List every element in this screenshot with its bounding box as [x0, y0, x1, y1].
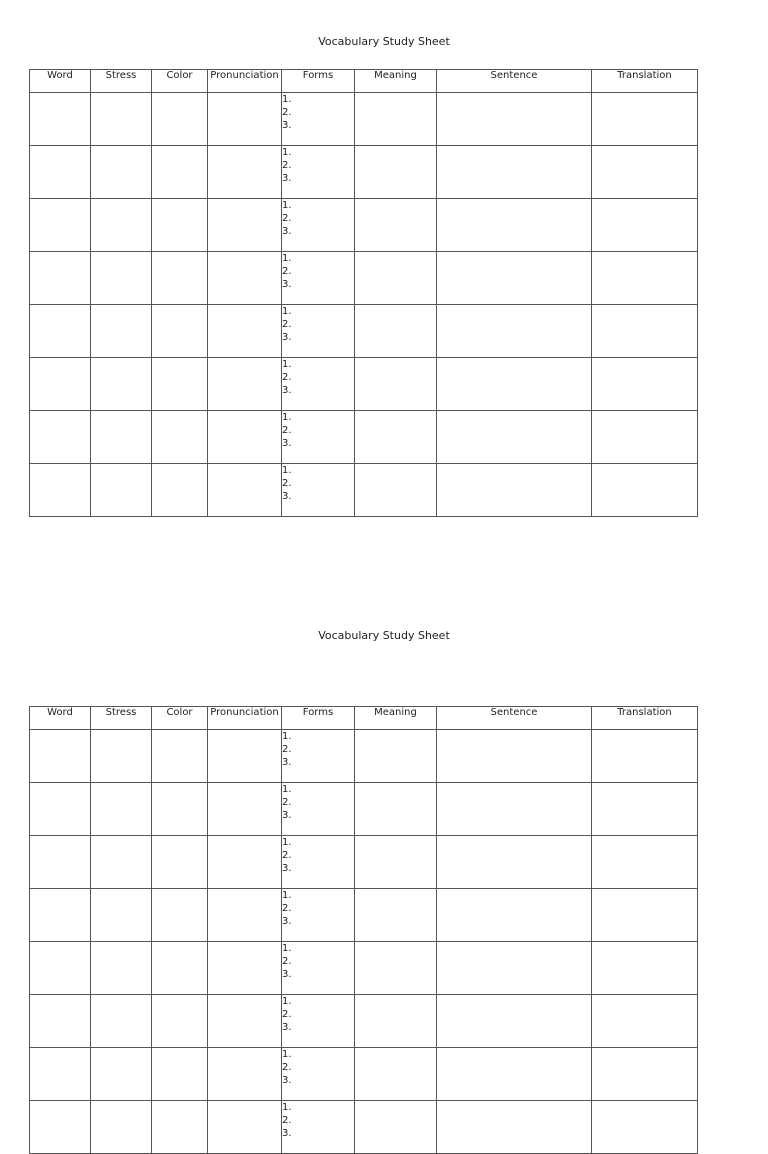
- form-number: 1.: [282, 784, 292, 795]
- forms-cell[interactable]: [282, 889, 355, 942]
- form-number: 2.: [282, 160, 292, 171]
- form-number: 2.: [282, 266, 292, 277]
- forms-cell[interactable]: [282, 836, 355, 889]
- meaning-cell[interactable]: [355, 199, 437, 252]
- form-number: 2.: [282, 478, 292, 489]
- pronunciation-cell[interactable]: [208, 1101, 282, 1154]
- pronunciation-cell[interactable]: [208, 411, 282, 464]
- form-number: 3.: [282, 863, 292, 874]
- meaning-cell[interactable]: [355, 995, 437, 1048]
- column-header-color: Color: [152, 70, 208, 93]
- form-number: 3.: [282, 173, 292, 184]
- column-header-stress: Stress: [91, 707, 152, 730]
- translation-cell[interactable]: [592, 730, 698, 783]
- table-row: [30, 783, 698, 836]
- form-number: 2.: [282, 372, 292, 383]
- table-row: [30, 93, 698, 146]
- stress-cell[interactable]: [91, 464, 152, 517]
- meaning-cell[interactable]: [355, 889, 437, 942]
- pronunciation-cell[interactable]: [208, 358, 282, 411]
- form-number: 1.: [282, 943, 292, 954]
- form-number: 1.: [282, 147, 292, 158]
- form-number: 1.: [282, 412, 292, 423]
- column-header-forms: Forms: [282, 70, 355, 93]
- header-row: [30, 707, 698, 730]
- stress-cell[interactable]: [91, 730, 152, 783]
- column-header-forms: Forms: [282, 707, 355, 730]
- color-cell[interactable]: [152, 305, 208, 358]
- stress-cell[interactable]: [91, 942, 152, 995]
- meaning-cell[interactable]: [355, 730, 437, 783]
- word-cell[interactable]: [30, 889, 91, 942]
- form-number: 3.: [282, 969, 292, 980]
- table-row: [30, 252, 698, 305]
- form-number: 3.: [282, 757, 292, 768]
- table-row: [30, 146, 698, 199]
- meaning-cell[interactable]: [355, 93, 437, 146]
- form-number: 1.: [282, 1102, 292, 1113]
- form-number: 3.: [282, 1075, 292, 1086]
- word-cell[interactable]: [30, 199, 91, 252]
- sentence-cell[interactable]: [437, 995, 592, 1048]
- form-number: 1.: [282, 253, 292, 264]
- stress-cell[interactable]: [91, 889, 152, 942]
- word-cell[interactable]: [30, 783, 91, 836]
- word-cell[interactable]: [30, 358, 91, 411]
- color-cell[interactable]: [152, 783, 208, 836]
- forms-cell[interactable]: [282, 93, 355, 146]
- translation-cell[interactable]: [592, 464, 698, 517]
- form-number: 3.: [282, 385, 292, 396]
- color-cell[interactable]: [152, 252, 208, 305]
- column-header-pronunciation: Pronunciation: [208, 707, 282, 730]
- color-cell[interactable]: [152, 995, 208, 1048]
- page-title: Vocabulary Study Sheet: [318, 35, 450, 48]
- table-row: [30, 199, 698, 252]
- form-number: 2.: [282, 319, 292, 330]
- forms-cell[interactable]: [282, 411, 355, 464]
- form-number: 2.: [282, 425, 292, 436]
- sentence-cell[interactable]: [437, 889, 592, 942]
- form-number: 2.: [282, 1009, 292, 1020]
- column-header-meaning: Meaning: [355, 70, 437, 93]
- color-cell[interactable]: [152, 836, 208, 889]
- word-cell[interactable]: [30, 995, 91, 1048]
- form-number: 1.: [282, 731, 292, 742]
- meaning-cell[interactable]: [355, 358, 437, 411]
- column-header-translation: Translation: [592, 70, 698, 93]
- pronunciation-cell[interactable]: [208, 783, 282, 836]
- form-number: 1.: [282, 306, 292, 317]
- table-row: [30, 1101, 698, 1154]
- column-header-color: Color: [152, 707, 208, 730]
- color-cell[interactable]: [152, 942, 208, 995]
- page-title: Vocabulary Study Sheet: [318, 629, 450, 642]
- sentence-cell[interactable]: [437, 942, 592, 995]
- color-cell[interactable]: [152, 146, 208, 199]
- pronunciation-cell[interactable]: [208, 836, 282, 889]
- sentence-cell[interactable]: [437, 411, 592, 464]
- sentence-cell[interactable]: [437, 358, 592, 411]
- table-row: [30, 942, 698, 995]
- forms-cell[interactable]: [282, 1048, 355, 1101]
- forms-cell[interactable]: [282, 146, 355, 199]
- meaning-cell[interactable]: [355, 1101, 437, 1154]
- form-number: 3.: [282, 332, 292, 343]
- sentence-cell[interactable]: [437, 252, 592, 305]
- stress-cell[interactable]: [91, 411, 152, 464]
- table-row: [30, 730, 698, 783]
- color-cell[interactable]: [152, 358, 208, 411]
- sentence-cell[interactable]: [437, 783, 592, 836]
- form-number: 3.: [282, 491, 292, 502]
- form-number: 3.: [282, 810, 292, 821]
- sentence-cell[interactable]: [437, 305, 592, 358]
- color-cell[interactable]: [152, 199, 208, 252]
- column-header-word: Word: [30, 707, 91, 730]
- word-cell[interactable]: [30, 146, 91, 199]
- word-cell[interactable]: [30, 411, 91, 464]
- translation-cell[interactable]: [592, 305, 698, 358]
- form-number: 2.: [282, 744, 292, 755]
- word-cell[interactable]: [30, 730, 91, 783]
- translation-cell[interactable]: [592, 252, 698, 305]
- translation-cell[interactable]: [592, 93, 698, 146]
- color-cell[interactable]: [152, 464, 208, 517]
- table-row: [30, 358, 698, 411]
- form-number: 3.: [282, 438, 292, 449]
- translation-cell[interactable]: [592, 146, 698, 199]
- pronunciation-cell[interactable]: [208, 1048, 282, 1101]
- translation-cell[interactable]: [592, 942, 698, 995]
- translation-cell[interactable]: [592, 1048, 698, 1101]
- meaning-cell[interactable]: [355, 1048, 437, 1101]
- form-number: 3.: [282, 1128, 292, 1139]
- form-number: 1.: [282, 1049, 292, 1060]
- form-number: 2.: [282, 956, 292, 967]
- pronunciation-cell[interactable]: [208, 252, 282, 305]
- vocabulary-table: [29, 706, 698, 1154]
- form-number: 1.: [282, 359, 292, 370]
- translation-cell[interactable]: [592, 199, 698, 252]
- form-number: 2.: [282, 903, 292, 914]
- table-row: [30, 464, 698, 517]
- pronunciation-cell[interactable]: [208, 93, 282, 146]
- translation-cell[interactable]: [592, 836, 698, 889]
- word-cell[interactable]: [30, 942, 91, 995]
- word-cell[interactable]: [30, 252, 91, 305]
- stress-cell[interactable]: [91, 836, 152, 889]
- forms-cell[interactable]: [282, 1101, 355, 1154]
- sentence-cell[interactable]: [437, 464, 592, 517]
- pronunciation-cell[interactable]: [208, 995, 282, 1048]
- color-cell[interactable]: [152, 1101, 208, 1154]
- word-cell[interactable]: [30, 464, 91, 517]
- stress-cell[interactable]: [91, 199, 152, 252]
- translation-cell[interactable]: [592, 889, 698, 942]
- form-number: 3.: [282, 916, 292, 927]
- form-number: 1.: [282, 200, 292, 211]
- form-number: 2.: [282, 797, 292, 808]
- meaning-cell[interactable]: [355, 305, 437, 358]
- forms-cell[interactable]: [282, 199, 355, 252]
- color-cell[interactable]: [152, 730, 208, 783]
- forms-cell[interactable]: [282, 464, 355, 517]
- form-number: 1.: [282, 996, 292, 1007]
- color-cell[interactable]: [152, 93, 208, 146]
- form-number: 1.: [282, 465, 292, 476]
- pronunciation-cell[interactable]: [208, 889, 282, 942]
- translation-cell[interactable]: [592, 783, 698, 836]
- stress-cell[interactable]: [91, 146, 152, 199]
- stress-cell[interactable]: [91, 93, 152, 146]
- form-number: 1.: [282, 890, 292, 901]
- meaning-cell[interactable]: [355, 836, 437, 889]
- column-header-translation: Translation: [592, 707, 698, 730]
- forms-cell[interactable]: [282, 730, 355, 783]
- column-header-pronunciation: Pronunciation: [208, 70, 282, 93]
- pronunciation-cell[interactable]: [208, 199, 282, 252]
- meaning-cell[interactable]: [355, 411, 437, 464]
- stress-cell[interactable]: [91, 1048, 152, 1101]
- meaning-cell[interactable]: [355, 146, 437, 199]
- pronunciation-cell[interactable]: [208, 942, 282, 995]
- forms-cell[interactable]: [282, 995, 355, 1048]
- translation-cell[interactable]: [592, 995, 698, 1048]
- column-header-sentence: Sentence: [437, 70, 592, 93]
- translation-cell[interactable]: [592, 1101, 698, 1154]
- table-row: [30, 305, 698, 358]
- forms-cell[interactable]: [282, 783, 355, 836]
- sentence-cell[interactable]: [437, 1101, 592, 1154]
- sentence-cell[interactable]: [437, 836, 592, 889]
- form-number: 2.: [282, 213, 292, 224]
- form-number: 2.: [282, 1062, 292, 1073]
- color-cell[interactable]: [152, 1048, 208, 1101]
- form-number: 2.: [282, 1115, 292, 1126]
- meaning-cell[interactable]: [355, 464, 437, 517]
- sentence-cell[interactable]: [437, 146, 592, 199]
- forms-cell[interactable]: [282, 358, 355, 411]
- table-row: [30, 411, 698, 464]
- column-header-stress: Stress: [91, 70, 152, 93]
- table-row: [30, 995, 698, 1048]
- form-number: 3.: [282, 1022, 292, 1033]
- pronunciation-cell[interactable]: [208, 730, 282, 783]
- forms-cell[interactable]: [282, 252, 355, 305]
- sentence-cell[interactable]: [437, 93, 592, 146]
- meaning-cell[interactable]: [355, 252, 437, 305]
- stress-cell[interactable]: [91, 783, 152, 836]
- stress-cell[interactable]: [91, 305, 152, 358]
- meaning-cell[interactable]: [355, 783, 437, 836]
- meaning-cell[interactable]: [355, 942, 437, 995]
- column-header-meaning: Meaning: [355, 707, 437, 730]
- sentence-cell[interactable]: [437, 1048, 592, 1101]
- header-row: [30, 70, 698, 93]
- translation-cell[interactable]: [592, 358, 698, 411]
- word-cell[interactable]: [30, 836, 91, 889]
- color-cell[interactable]: [152, 889, 208, 942]
- table-row: [30, 836, 698, 889]
- word-cell[interactable]: [30, 1101, 91, 1154]
- form-number: 3.: [282, 120, 292, 131]
- form-number: 2.: [282, 850, 292, 861]
- word-cell[interactable]: [30, 93, 91, 146]
- pronunciation-cell[interactable]: [208, 146, 282, 199]
- color-cell[interactable]: [152, 411, 208, 464]
- pronunciation-cell[interactable]: [208, 464, 282, 517]
- forms-cell[interactable]: [282, 942, 355, 995]
- translation-cell[interactable]: [592, 411, 698, 464]
- table-row: [30, 889, 698, 942]
- stress-cell[interactable]: [91, 252, 152, 305]
- stress-cell[interactable]: [91, 1101, 152, 1154]
- sentence-cell[interactable]: [437, 199, 592, 252]
- form-number: 3.: [282, 279, 292, 290]
- vocabulary-table: [29, 69, 698, 517]
- sentence-cell[interactable]: [437, 730, 592, 783]
- word-cell[interactable]: [30, 305, 91, 358]
- table-row: [30, 1048, 698, 1101]
- form-number: 3.: [282, 226, 292, 237]
- form-number: 1.: [282, 837, 292, 848]
- column-header-sentence: Sentence: [437, 707, 592, 730]
- column-header-word: Word: [30, 70, 91, 93]
- word-cell[interactable]: [30, 1048, 91, 1101]
- stress-cell[interactable]: [91, 358, 152, 411]
- pronunciation-cell[interactable]: [208, 305, 282, 358]
- forms-cell[interactable]: [282, 305, 355, 358]
- form-number: 2.: [282, 107, 292, 118]
- stress-cell[interactable]: [91, 995, 152, 1048]
- form-number: 1.: [282, 94, 292, 105]
